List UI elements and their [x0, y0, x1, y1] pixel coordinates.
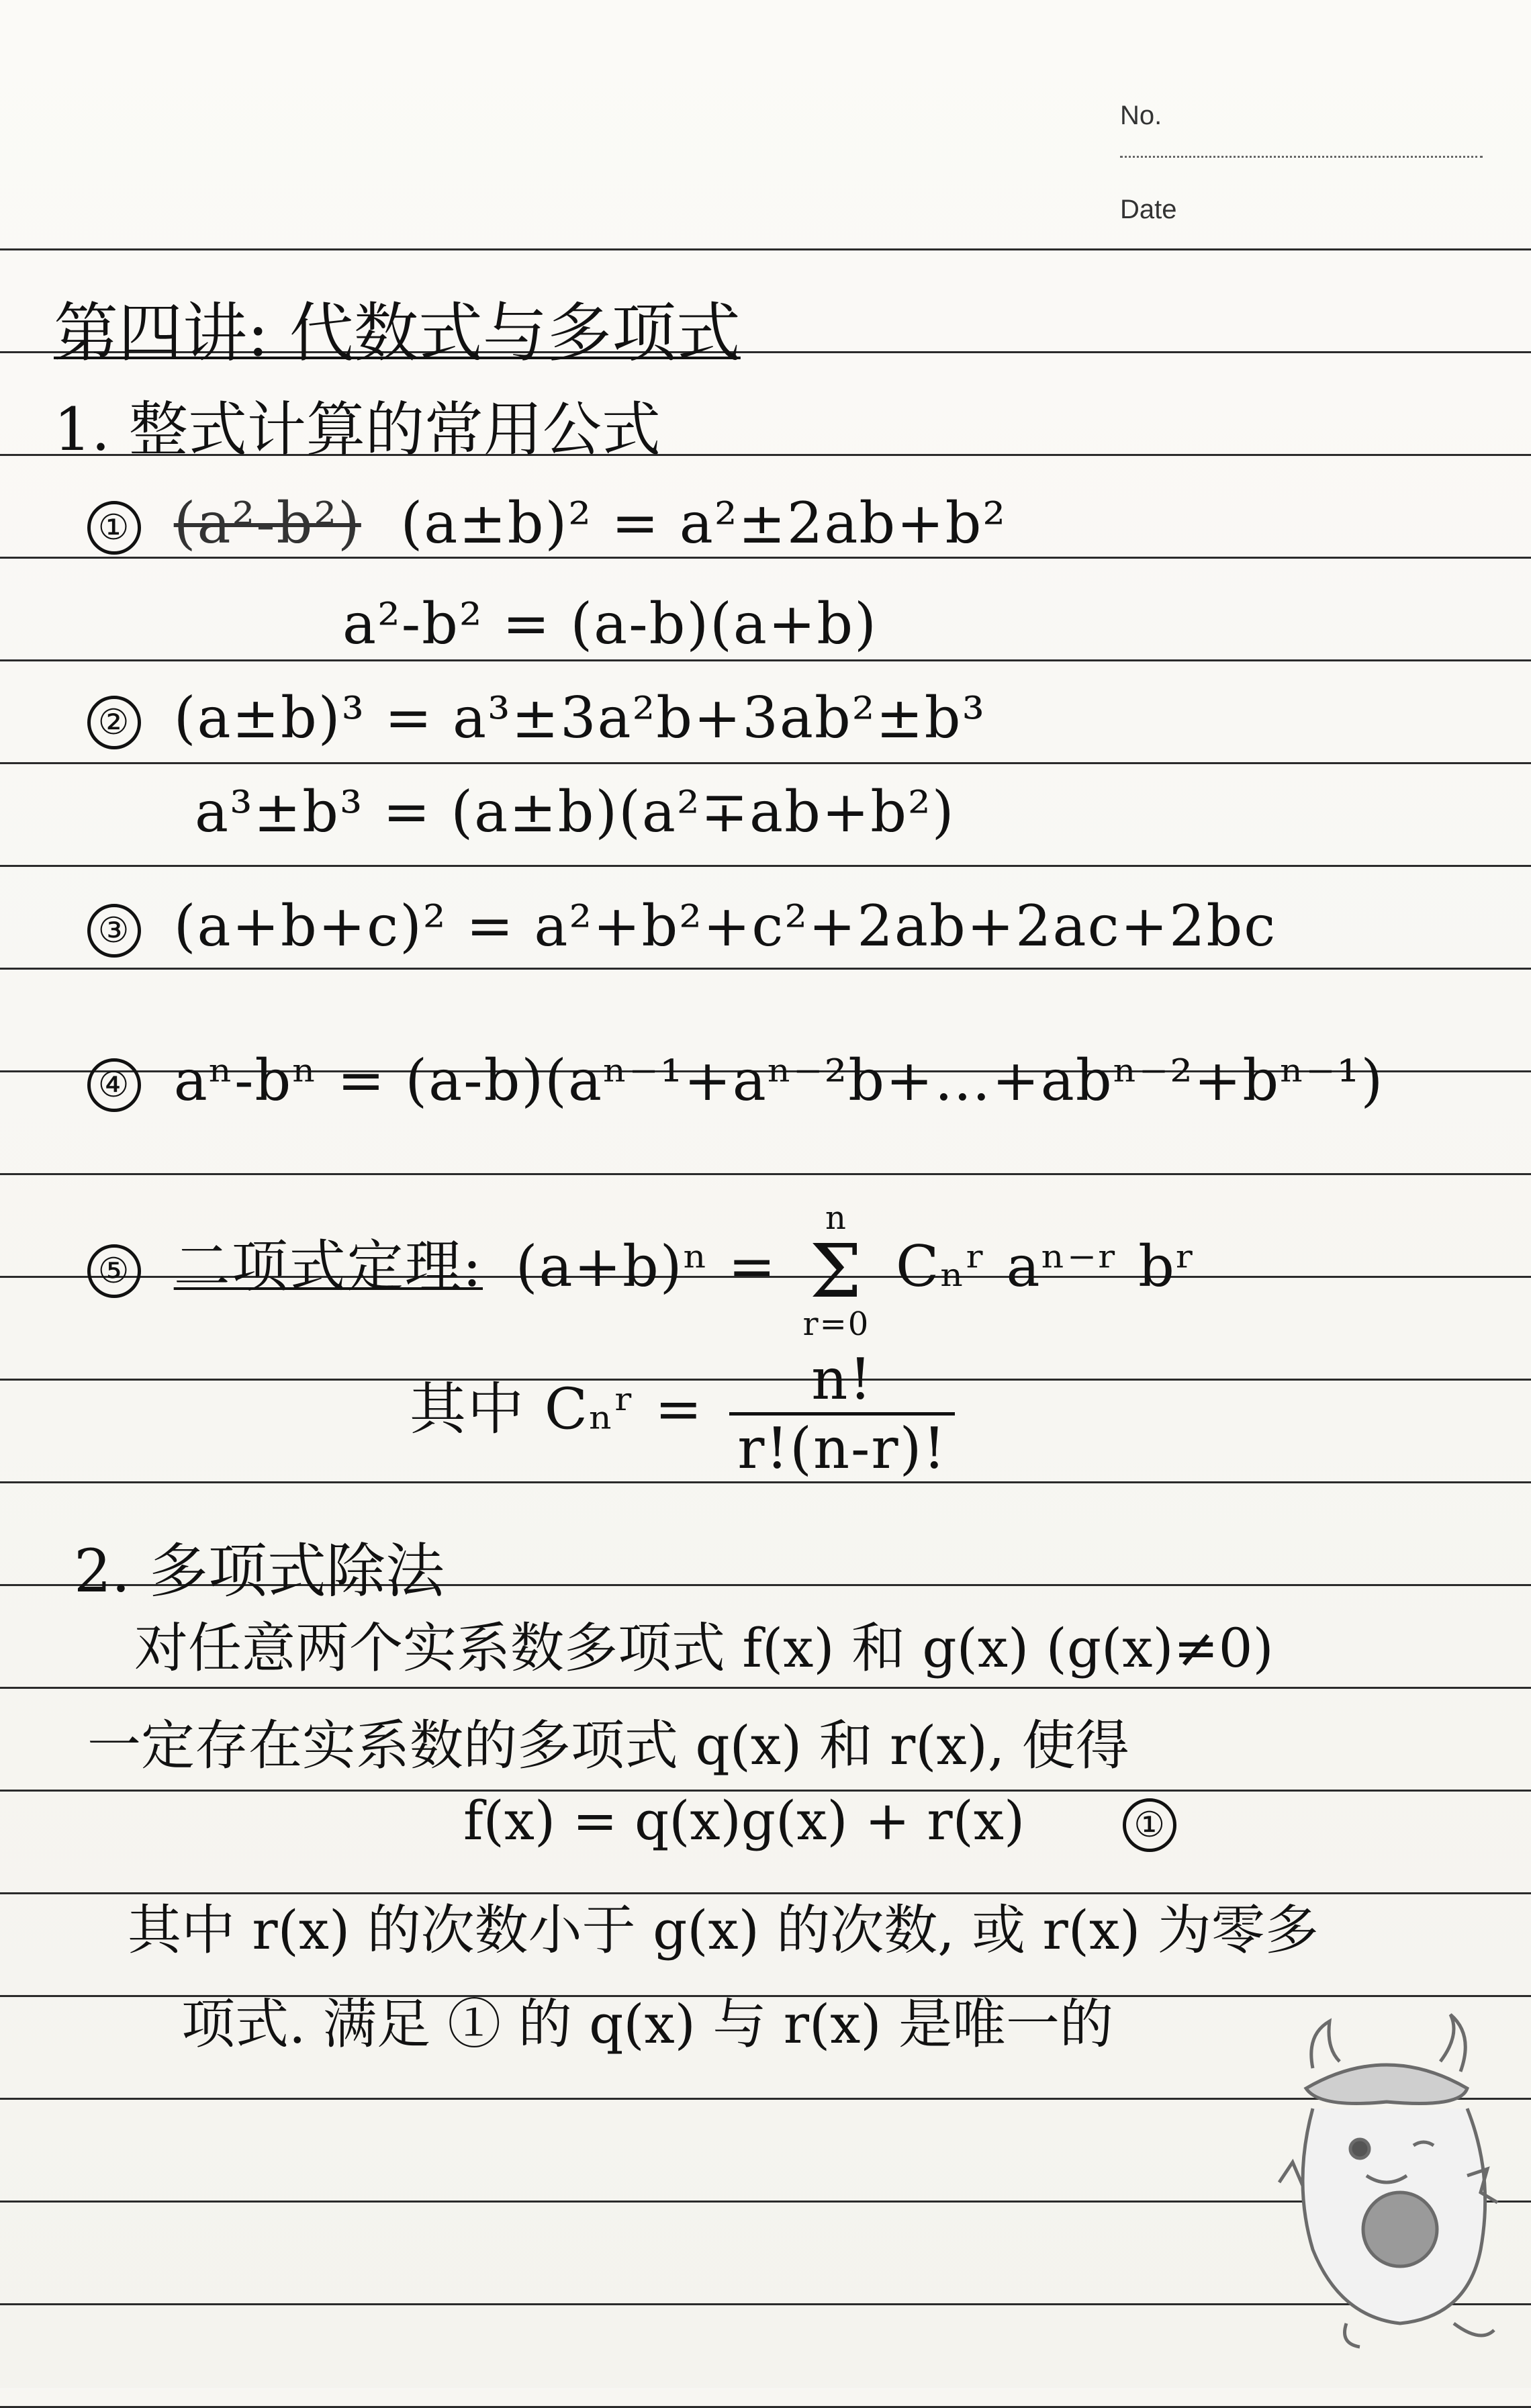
fraction-denominator: r!(n-r)!	[737, 1416, 947, 1481]
ruled-line	[0, 659, 1531, 661]
summation-symbol	[802, 1199, 870, 1343]
formula-2-index: ②	[87, 696, 141, 749]
section2-line4: 其中 r(x) 的次数小于 g(x) 的次数, 或 r(x) 为零多	[128, 1899, 1319, 1961]
lecture-title: 第四讲: 代数式与多项式	[54, 295, 741, 371]
formula-1-text: (a±b)² = a²±2ab+b²	[400, 490, 1007, 556]
formula-2-line2: a³±b³ = (a±b)(a²∓ab+b²)	[195, 779, 956, 845]
formula-2-line1	[87, 685, 986, 751]
ruled-line	[0, 762, 1531, 764]
formula-5-line2	[410, 1346, 962, 1481]
formula-4-text: aⁿ-bⁿ = (a-b)(aⁿ⁻¹+aⁿ⁻²b+…+abⁿ⁻²+bⁿ⁻¹)	[173, 1048, 1385, 1113]
number-field	[1120, 101, 1483, 161]
formula-5-lhs: (a+b)ⁿ =	[515, 1234, 777, 1299]
ruled-line	[0, 865, 1531, 867]
formula-1-struck: (a²-b²)	[173, 490, 361, 556]
formula-3-line1	[87, 893, 1277, 959]
sigma-glyph: Σ	[809, 1228, 864, 1314]
section2-line3	[463, 1790, 1190, 1852]
formula-5-rhs: Cₙʳ aⁿ⁻ʳ bʳ	[896, 1234, 1197, 1299]
mascot-illustration	[1266, 2008, 1507, 2357]
ruled-line	[0, 557, 1531, 559]
formula-3-index: ③	[87, 904, 141, 958]
formula-1-line2: a²-b² = (a-b)(a+b)	[342, 591, 878, 657]
ruled-line	[0, 1173, 1531, 1175]
section2-heading: 2. 多项式除法	[74, 1536, 445, 1606]
date-label: Date	[1120, 195, 1177, 224]
formula-4-index: ④	[87, 1058, 141, 1112]
binomial-coefficient-fraction	[729, 1346, 955, 1481]
formula-5-where: 其中 Cₙʳ =	[410, 1376, 704, 1442]
ruled-line	[0, 968, 1531, 970]
division-identity: f(x) = q(x)g(x) + r(x)	[463, 1790, 1025, 1852]
equation-marker: ①	[1123, 1798, 1176, 1852]
number-dotted-line	[1120, 156, 1483, 158]
formula-4-line1	[87, 1048, 1384, 1113]
formula-1-index: ①	[87, 501, 141, 555]
ruled-line	[0, 1481, 1531, 1483]
section2-line2: 一定存在实系数的多项式 q(x) 和 r(x), 使得	[87, 1714, 1129, 1777]
summation-upper-limit: n	[825, 1199, 847, 1237]
formula-3-text: (a+b+c)² = a²+b²+c²+2ab+2ac+2bc	[173, 893, 1277, 959]
summation-lower-limit: r=0	[802, 1305, 870, 1343]
number-label: No.	[1120, 101, 1162, 130]
formula-1-line1	[87, 490, 1007, 556]
formula-5-index: ⑤	[87, 1244, 141, 1298]
fraction-numerator: n!	[729, 1346, 955, 1416]
section2-line1: 对任意两个实系数多项式 f(x) 和 g(x) (g(x)≠0)	[134, 1617, 1274, 1679]
formula-5-line1	[87, 1199, 1197, 1343]
date-field	[1120, 195, 1483, 255]
ruled-line	[0, 1687, 1531, 1689]
section2-line5: 项式. 满足 ① 的 q(x) 与 r(x) 是唯一的	[181, 1993, 1113, 2055]
formula-2-text: (a±b)³ = a³±3a²b+3ab²±b³	[173, 685, 986, 751]
formula-5-label: 二项式定理:	[173, 1234, 483, 1299]
section1-heading: 1. 整式计算的常用公式	[54, 395, 661, 464]
